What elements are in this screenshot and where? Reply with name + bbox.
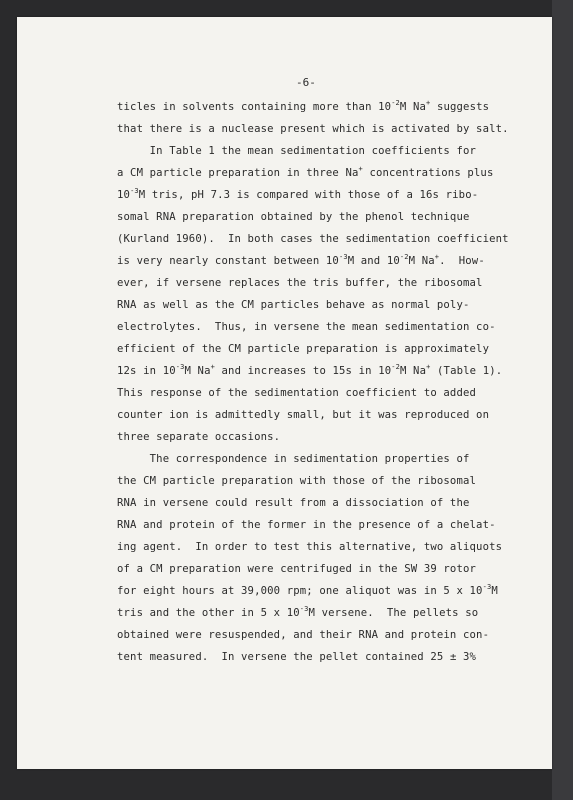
text-line	[117, 476, 476, 487]
text-segment: of a CM preparation were centrifuged in the SW 39 rotor	[117, 563, 477, 575]
superscript: -3	[175, 363, 185, 371]
text-segment: 3%	[456, 651, 477, 663]
text-segment: concentrations plus	[362, 167, 494, 179]
text-segment: (Kurland 1960). In both cases the sedimentation coefficient	[117, 233, 509, 245]
text-segment: M Na	[184, 365, 211, 377]
text-line	[117, 124, 509, 135]
text-segment: suggests	[430, 101, 490, 113]
text-segment: electrolytes. Thus, in versene the mean sedimentation co-	[117, 321, 496, 333]
text-segment: three separate occasions.	[117, 431, 281, 443]
text-segment: . How-	[439, 255, 485, 267]
text-line	[117, 630, 489, 641]
text-line	[117, 234, 509, 245]
text-segment: RNA as well as the CM particles behave as normal poly-	[117, 299, 470, 311]
text-line	[117, 520, 496, 531]
text-segment: for eight hours at 39,000 rpm; one aliquot was in 5 x 10	[117, 585, 483, 597]
text-segment: 10	[117, 189, 131, 201]
text-line	[117, 322, 496, 333]
text-segment: somal RNA preparation obtained by the phenol technique	[117, 211, 470, 223]
page-number: -6-	[296, 76, 316, 89]
text-segment: In Table 1 the mean sedimentation coefficients for	[117, 145, 477, 157]
text-segment: and increases to 15s in 10	[215, 365, 392, 377]
text-line	[117, 99, 490, 113]
superscript: +	[434, 253, 440, 261]
text-line	[117, 344, 489, 355]
superscript: -3	[482, 583, 492, 591]
superscript: +	[210, 363, 215, 371]
superscript: -2	[391, 99, 400, 107]
text-line	[117, 498, 470, 509]
text-line	[117, 146, 476, 157]
text-segment: This response of the sedimentation coefficient to added	[117, 387, 477, 399]
text-line	[117, 410, 489, 421]
text-segment: ±	[449, 651, 457, 663]
text-line	[117, 542, 502, 553]
superscript: +	[358, 165, 363, 173]
text-line	[117, 165, 494, 179]
text-line	[117, 388, 476, 399]
text-segment: tris and the other in 5 x 10	[117, 607, 300, 619]
text-segment: the CM particle preparation with those of the ribosomal	[117, 475, 477, 487]
superscript: +	[426, 363, 431, 371]
document-page	[17, 17, 552, 769]
text-segment: ever, if versene replaces the tris buffer, the ribosomal	[117, 277, 483, 289]
text-line	[117, 212, 470, 223]
text-segment: efficient of the CM particle preparation is approximately	[117, 343, 490, 355]
text-segment: counter ion is admittedly small, but it was reproduced on	[117, 409, 490, 421]
text-segment: a CM particle preparation in three Na	[117, 167, 359, 179]
text-segment: M Na	[399, 101, 427, 113]
text-segment: that there is a nuclease present which is activated by salt.	[117, 123, 509, 135]
text-segment: The correspondence in sedimentation properties of	[117, 453, 470, 465]
superscript: +	[426, 99, 431, 107]
text-line	[117, 454, 470, 465]
text-segment: RNA and protein of the former in the presence of a chelat-	[117, 519, 496, 531]
text-line	[117, 363, 503, 377]
text-segment: ticles in solvents containing more than 10	[117, 101, 392, 113]
text-line	[117, 300, 470, 311]
text-segment: RNA in versene could result from a dissociation of the	[117, 497, 470, 509]
text-line	[117, 583, 498, 597]
text-line	[117, 652, 476, 663]
text-line	[117, 278, 483, 289]
superscript: -2	[391, 363, 400, 371]
superscript: -3	[130, 187, 139, 195]
text-segment: (Table 1).	[430, 365, 503, 377]
text-line	[117, 605, 479, 619]
text-segment: is very nearly constant between 10	[117, 255, 339, 267]
text-line	[117, 564, 476, 575]
text-segment: tent measured. In versene the pellet contained 25	[117, 651, 450, 663]
text-segment: M	[491, 585, 498, 597]
viewer-edge	[552, 0, 573, 800]
text-segment: 12s in 10	[117, 365, 176, 377]
text-line	[117, 432, 280, 443]
text-segment: M Na	[400, 365, 427, 377]
superscript: -3	[338, 253, 348, 261]
text-line	[117, 253, 485, 267]
text-line	[117, 187, 479, 201]
text-segment: M tris, pH 7.3 is compared with those of a 16s ribo-	[138, 189, 479, 201]
text-segment: M and 10	[347, 255, 400, 267]
text-segment: obtained were resuspended, and their RNA and protein con-	[117, 629, 490, 641]
text-segment: M Na	[408, 255, 435, 267]
superscript: -2	[399, 253, 409, 261]
superscript: -3	[299, 605, 309, 613]
text-segment: M versene. The pellets so	[308, 607, 479, 619]
text-segment: ing agent. In order to test this alternative, two aliquots	[117, 541, 503, 553]
